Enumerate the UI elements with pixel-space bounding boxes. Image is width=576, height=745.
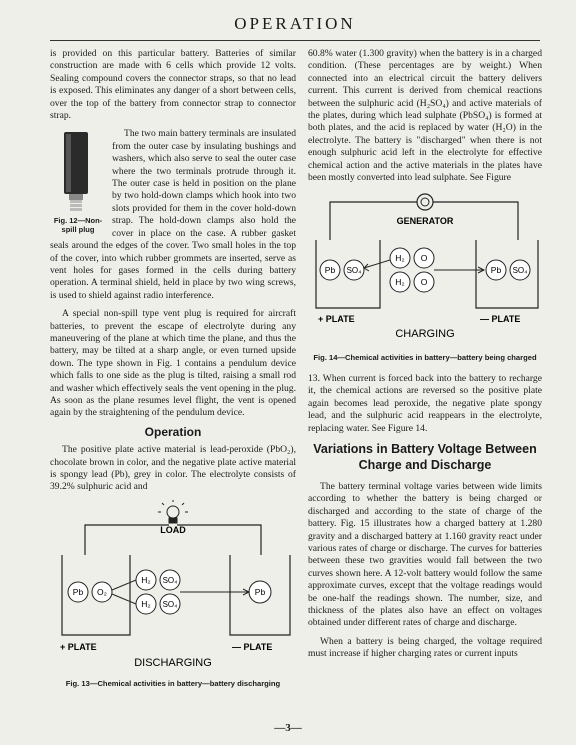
right-column — [308, 48, 542, 667]
fig14-caption: Fig. 14—Chemical activities in battery—battery being charged — [313, 353, 537, 363]
fig13-discharging-diagram — [50, 500, 296, 676]
fig14-plus-label: + PLATE — [318, 314, 355, 325]
fig13-minus-label: — PLATE — [232, 641, 273, 652]
right-paragraph-3: The battery terminal voltage varies between wide limits according to whether the battery is being charged or discharged and according to the state of charge of the battery. Fig. 15 illustrates how a charged battery at 1.280 gravity and a discharged battery at 1.160 gravity react under various rates of charge or discharge. The curves for batteries between these two gravities would fall between the two curves shown here. A 12-volt battery would follow the same approximate curves, except that the voltage readings would be one-half the readings shown. The number, size, and thickness of the plates also have an effect on voltages obtained under different rates of charge and discharge. — [308, 480, 542, 629]
header-rule — [50, 40, 540, 41]
fig14-h2b-label: H₂ — [395, 277, 405, 288]
left-paragraph-4: The positive plate active material is lead-peroxide (PbO₂), chocolate brown in color, and the negative plate active material is spongy lead (Pb), grey in color. The electrolyte consists of 39.2% sulphuric acid and — [50, 444, 296, 493]
fig14-o-label: O — [420, 253, 428, 264]
fig13-o2-label: O₂ — [97, 586, 107, 597]
fig13-load-label: LOAD — [160, 524, 186, 535]
fig14-o2-label: O — [420, 277, 428, 288]
fig13-pb-left-label: Pb — [72, 586, 84, 597]
fig14-pb-left-label: Pb — [324, 265, 336, 276]
fig13-title: DISCHARGING — [134, 656, 212, 669]
page-header: OPERATION — [234, 14, 356, 33]
fig13-h2b-label: H₂ — [141, 598, 151, 609]
right-paragraph-2: 13. When current is forced back into the battery to recharge it, the chemical actions are reversed so the positive plate again becomes lead peroxide, the negative plate spongy lead, and the sulphuric acid reappears in the electrolyte, replacing water. See Figure 14. — [308, 372, 542, 434]
left-paragraph-3: A special non-spill type vent plug is required for aircraft batteries, to prevent the escape of electrolyte during any maneuvering of the plane at which time the plane, and thus the battery, may be tilted at a sharp angle, or even turned upside down. The type shown in Fig. 1 contains a pendulum device which falls to one side as the plug is tilted, raising a small rod and washer which effectively seals the vent opening in the plug. As soon as the plane resumes level flight, the vent is opened again by the straightening of the pendulum device. — [50, 308, 296, 419]
fig14-generator-label: GENERATOR — [396, 216, 454, 227]
fig13-pb-right-label: Pb — [254, 586, 266, 597]
fig12-figure — [50, 128, 106, 234]
fig13-h2a-label: H₂ — [141, 574, 151, 585]
fig14-pb-right-label: Pb — [490, 265, 502, 276]
right-paragraph-4: When a battery is being charged, the voltage required must increase if higher charging rates or current inputs — [308, 635, 542, 660]
fig12-caption: Fig. 12—Non-spill plug — [53, 216, 103, 235]
left-paragraph-2: The two main battery terminals are insulated from the outer case by insulating bushings and washers, which also serve to seal the outer case where the two terminals protrude through it. The outer case is held in position on the plane by two hold-down clamps which hook into two slots provided for them in the cover hold-down strap. The hold-down clamps also hold the cover in place on the case. A rubber gasket seals around the edges of the cover. Two small holes in the top of the cover, into which rubber grommets are inserted, serve as vent holes for gases formed in the cells during battery operation. A terminal shield, held in place by two wing screws, is used to shield against radio interference. — [50, 128, 296, 301]
lamp-icon — [158, 500, 188, 523]
right-paragraph-1: 60.8% water (1.300 gravity) when the battery is in a charged condition. (These percentages are by weight.) When connected into an electrical circuit the battery delivers current. This current is derived from chemical reactions between the sulphuric acid (H₂SO₄) and active materials of the plates, during which lead sulphate (PbSO₄) is formed at both plates, and the acid is replaced by water (H₂O) in the electrolyte. The battery is "discharged" when there is not enough sulphuric acid left in the electrolyte for effective chemical action and the active materials in the plates have been mostly converted into lead sulphate. See Figure — [308, 48, 542, 184]
fig14-minus-label: — PLATE — [480, 314, 521, 325]
left-column — [50, 48, 296, 698]
fig13-plus-label: + PLATE — [60, 641, 97, 652]
fig14-so4-right-label: SO₄ — [512, 266, 528, 276]
vent-plug-icon — [60, 132, 92, 214]
fig13-so4b-label: SO₄ — [162, 599, 178, 609]
fig14-charging-diagram — [308, 190, 542, 350]
page-number: —3— — [274, 722, 302, 734]
fig14-h2a-label: H₂ — [395, 253, 405, 264]
fig14-title: CHARGING — [395, 328, 455, 341]
fig13-caption: Fig. 13—Chemical activities in battery—battery discharging — [65, 678, 281, 688]
fig14-so4-left-label: SO₄ — [346, 266, 362, 276]
heading-operation: Operation — [144, 424, 202, 439]
heading-variations: Variations in Battery Voltage Between Charge and Discharge — [313, 441, 537, 472]
left-paragraph-1: is provided on this particular battery. Batteries of similar construction are made with 6 cells which provide 12 volts. Sealing compound covers the connector straps, so that no lead is exposed. This eliminates any danger of a short between cells, over the top of the battery from connector strap to connector strap. — [50, 48, 296, 122]
generator-icon — [417, 194, 433, 210]
fig13-arrows — [112, 580, 249, 604]
fig13-so4a-label: SO₄ — [162, 575, 178, 585]
